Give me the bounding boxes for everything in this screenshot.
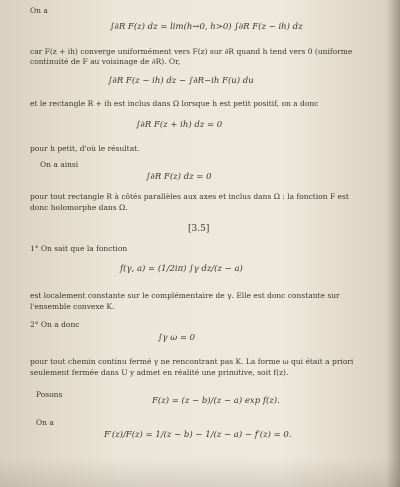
equation: ∫∂R F(z − ih) dz − ∫∂R−ih F(u) du: [108, 76, 254, 86]
text-line: pour tout rectangle R à côtés parallèles aux axes et inclus dans Ω : la fonction F est: [30, 192, 349, 201]
text-line: 1° On sait que la fonction: [30, 244, 128, 253]
section-heading: [3.5]: [188, 224, 210, 234]
text-line: On a: [36, 418, 54, 427]
text-line: pour tout chemin continu fermé γ ne rencontrant pas K. La forme ω qui était a priori: [30, 357, 354, 366]
text-line: continuité de F au voisinage de ∂R). Or,: [30, 57, 181, 66]
equation: F(z) = (z − b)/(z − a) exp f(z).: [152, 396, 280, 406]
text-line: est localement constante sur le complémentaire de γ. Elle est donc constante sur: [30, 291, 340, 300]
equation: ∫∂R F(z + ih) dz = 0: [136, 120, 223, 130]
page-gutter-shadow: [386, 0, 400, 487]
text-line: l'ensemble convexe K.: [30, 302, 115, 311]
equation: f(γ, a) = (1/2iπ) ∫γ dz/(z − a): [120, 264, 243, 274]
page-bottom-shadow: [0, 457, 400, 487]
text-line: seulement fermée dans U y admet en réalité une primitive, soit f(z).: [30, 368, 289, 377]
text-line: On a: [30, 6, 48, 15]
equation: F′(z)/F(z) = 1/(z − b) − 1/(z − a) − f′(z) = 0.: [104, 430, 292, 440]
equation: ∫γ ω = 0: [158, 333, 196, 343]
equation: ∫∂R F(z) dz = 0: [146, 172, 212, 182]
text-line: car F(z + ih) converge uniformément vers F(z) sur ∂R quand h tend vers 0 (uniforme: [30, 47, 353, 56]
equation: ∫∂R F(z) dz = lim(h→0, h>0) ∫∂R F(z − ih) dz: [110, 22, 303, 32]
text-line: Posons: [36, 390, 63, 399]
text-line: donc holomorphe dans Ω.: [30, 203, 128, 212]
text-line: 2° On a donc: [30, 320, 80, 329]
text-line: On a ainsi: [40, 160, 79, 169]
text-line: pour h petit, d'où le résultat.: [30, 144, 140, 153]
text-line: et le rectangle R + ih est inclus dans Ω lorsque h est petit positif, on a donc: [30, 99, 319, 108]
